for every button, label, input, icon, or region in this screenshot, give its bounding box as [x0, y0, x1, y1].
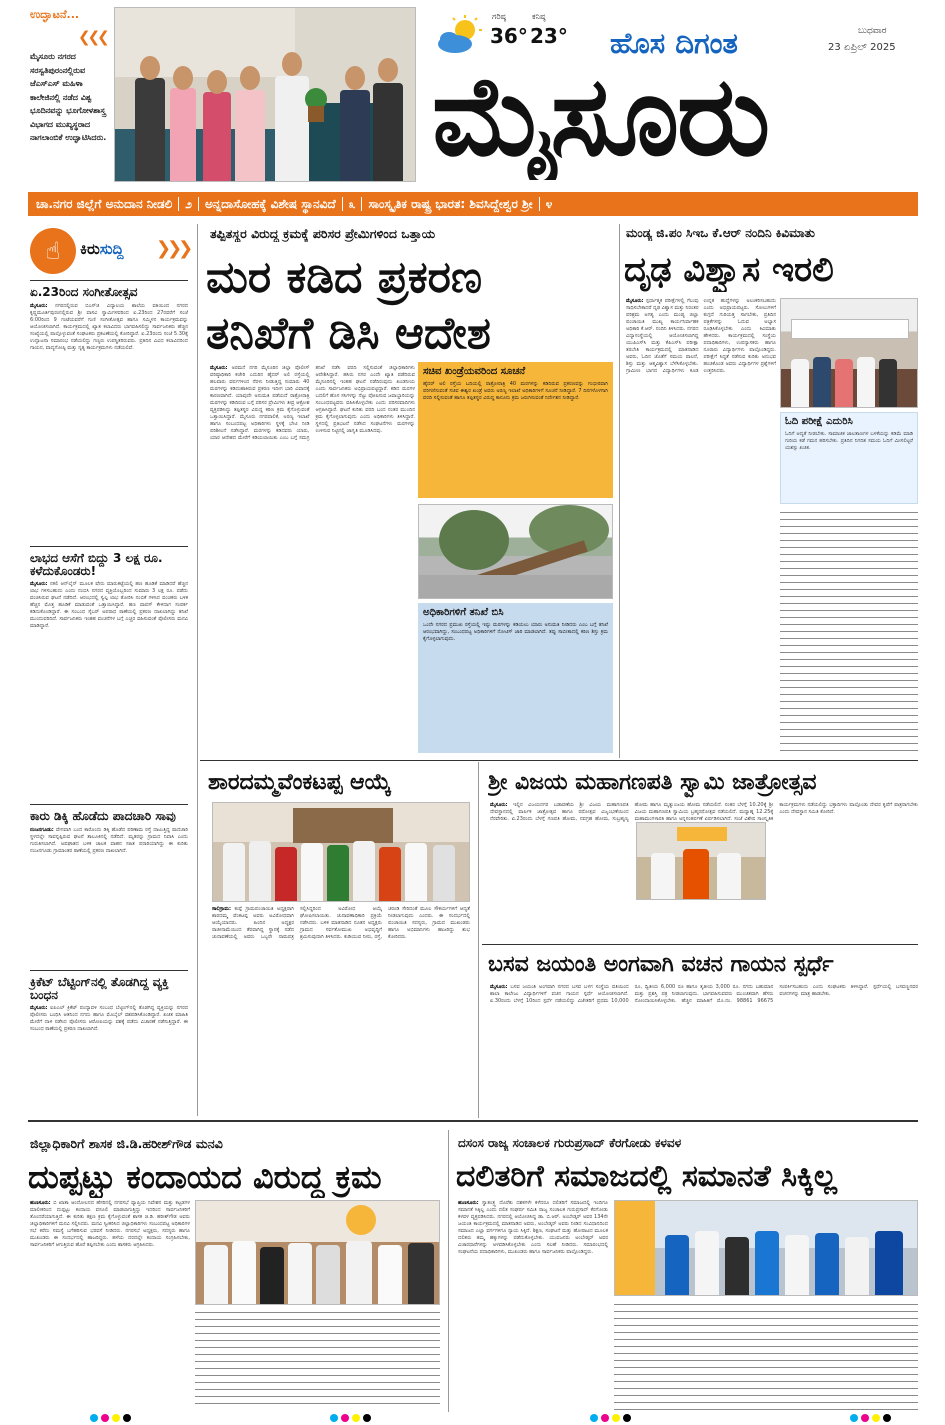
- ganapati-photo: [636, 822, 766, 900]
- dalit-kicker: ದಸಂಸ ರಾಜ್ಯ ಸಂಚಾಲಕ ಗುರುಪ್ರಸಾದ್ ಕೆರಗೋಡು ಕಳವಳ: [458, 1136, 682, 1150]
- edition-title: ಮೈಸೂರು: [432, 52, 769, 180]
- mandya-text: ಸ್ಪರ್ಧಾತ್ಮಕ ಪರೀಕ್ಷೆಗಳಲ್ಲಿ ಗೆಲುವು ಸಾಧಿಸಬೇಕಾದರೆ ದೃಢ ವಿಶ್ವಾಸ ಮತ್ತು ನಿರಂತರ ಪರಿಶ್ರಮ ಅಗತ್ಯ ಎಂದು ಮಂಡ್ಯ ಜಿಲ್ಲಾ ಪಂಚಾಯಿತಿ ಮುಖ್ಯ ಕಾರ್ಯನಿರ್ವಾಹಕ ಅಧಿಕಾರಿ ಕೆ.ಆರ್. ನಂದಿನಿ ತಿಳಿಸಿದರು. ನಗರದ ವಿದ್ಯಾಸಂಸ್ಥೆಯಲ್ಲಿ ಆಯೋಜಿಸಲಾಗಿದ್ದ ಯುಪಿಎಸ್‌ಸಿ ಮತ್ತು ಕೆಪಿಎಸ್‌ಸಿ ಪರೀಕ್ಷಾ ತರಬೇತಿ ಕಾರ್ಯಕ್ರಮದಲ್ಲಿ ಮಾತನಾಡಿದ ಅವರು, ಓದಿನ ಜೊತೆಗೆ ಸಮಯ ಪಾಲನೆ, ಶಿಸ್ತು ಮತ್ತು ಆತ್ಮವಿಶ್ವಾಸ ಬೆಳೆಸಿಕೊಳ್ಳಬೇಕು. ಗ್ರಾಮೀಣ ಭಾಗದ ವಿದ್ಯಾರ್ಥಿಗಳು ಕೂಡ ಉನ್ನತ ಹುದ್ದೆಗಳನ್ನು ಅಲಂಕರಿಸಬಹುದು ಎಂದು ಅಭಿಪ್ರಾಯಪಟ್ಟರು. ಸೋಲುಗಳಿಗೆ ಕುಗ್ಗದೆ ಗುರಿಯತ್ತ ಸಾಗಬೇಕು, ಪ್ರತಿದಿನ ಪತ್ರಿಕೆಗಳನ್ನು ಓದುವ ಅಭ್ಯಾಸ ರೂಢಿಸಿಕೊಳ್ಳಬೇಕು ಎಂದು ಕಿವಿಮಾತು ಹೇಳಿದರು. ಕಾರ್ಯಕ್ರಮದಲ್ಲಿ ಸಂಸ್ಥೆಯ ಪದಾಧಿಕಾರಿಗಳು, ಉಪನ್ಯಾಸಕರು ಹಾಗೂ ನೂರಾರು ವಿದ್ಯಾರ್ಥಿಗಳು ಪಾಲ್ಗೊಂಡಿದ್ದರು. ಪರೀಕ್ಷೆಗೆ ಸಿದ್ಧತೆ ನಡೆಸುವ ಕುರಿತು ಅನುಭವ ಹಂಚಿಕೊಂಡ ಅವರು ವಿದ್ಯಾರ್ಥಿಗಳ ಪ್ರಶ್ನೆಗಳಿಗೆ ಉತ್ತರಿಸಿದರು.: [626, 298, 776, 374]
- registration-marks-right: [850, 1414, 891, 1422]
- sharada-dateline: ಸಾಲಿಗ್ರಾಮ:: [212, 906, 232, 912]
- dalit-photo: [614, 1200, 918, 1296]
- brief-4-text: ಐಪಿಎಲ್ ಕ್ರಿಕೆಟ್ ಪಂದ್ಯಾವಳಿ ಸಂಬಂಧ ಬೆಟ್ಟಿಂಗ್‌ನಲ್ಲಿ ತೊಡಗಿದ್ದ ವ್ಯಕ್ತಿಯನ್ನು ನಗರದ ಪೊಲೀಸರು ಬಂಧಿಸಿ ಆತನಿಂದ ನಗದು ಹಾಗೂ ಮೊಬೈಲ್ ವಶಪಡಿಸಿಕೊಂಡಿದ್ದಾರೆ. ಖಚಿತ ಮಾಹಿತಿ ಮೇರೆಗೆ ದಾಳಿ ನಡೆಸಿದ ಪೊಲೀಸರು ಆರೋಪಿಯನ್ನು ವಶಕ್ಕೆ ಪಡೆದು ವಿಚಾರಣೆ ನಡೆಸುತ್ತಿದ್ದಾರೆ. ಈ ಸಂಬಂಧ ಠಾಣೆಯಲ್ಲಿ ಪ್ರಕರಣ ದಾಖಲಾಗಿದೆ.: [30, 1005, 188, 1033]
- dupatta-headline[interactable]: ದುಪ್ಪಟ್ಟು ಕಂದಾಯದ ವಿರುದ್ದ ಕ್ರಮ: [28, 1158, 382, 1196]
- kirusuddi-header: [30, 228, 190, 274]
- brief-1: [30, 286, 188, 525]
- minister-box: [418, 362, 613, 498]
- brief-1-text: ನಗರದಲ್ಲಿರುವ ಬಿಎಸ್‌ಜಿ ವಿದ್ಯಾಲಯ ಶಾಲೆಯ ವತಿಯಿಂದ ನಗರದ ಕೃಷ್ಣಮೂರ್ತಿಪುರಂನಲ್ಲಿರುವ ಶ್ರೀ ವಾಸವಿ ಸ್ವಾಮಿಗಳವರಿಂದ ಏ.23ರಿಂದ 27ರವರೆಗೆ ಸಂಜೆ 6:00ರಿಂದ 9 ಗಂಟೆಯವರೆಗೆ ಗುಣಿ ಸಂಗೀತೋತ್ಸವ ಹಾಗೂ ಸಮ್ಮಿಳನ ಕಾರ್ಯಕ್ರಮವನ್ನು ಆಯೋಜಿಸಲಾಗಿದೆ. ಕಾರ್ಯಕ್ರಮದಲ್ಲಿ ಖ್ಯಾತ ಕಲಾವಿದರು ಭಾಗವಹಿಸಲಿದ್ದು ಸಾರ್ವಜನಿಕರು ಹೆಚ್ಚಿನ ಸಂಖ್ಯೆಯಲ್ಲಿ ಪಾಲ್ಗೊಳ್ಳುವಂತೆ ಸಂಘಟಕರು ಪ್ರಕಟಣೆಯಲ್ಲಿ ಕೋರಿದ್ದಾರೆ. ಏ.23ರಂದು ಸಂಜೆ 5.30ಕ್ಕೆ ಉದ್ಘಾಟನಾ ಸಮಾರಂಭ ನಡೆಯಲಿದ್ದು ಗಣ್ಯರು ಉಪಸ್ಥಿತರಿರುವರು. ಪ್ರತಿದಿನ ವಿವಿಧ ಕಲಾವಿದರಿಂದ ಗಾಯನ, ವಾದ್ಯಗೋಷ್ಠಿ ಮತ್ತು ನೃತ್ಯ ಕಾರ್ಯಕ್ರಮಗಳು ನಡೆಯಲಿವೆ.: [30, 302, 188, 351]
- registration-marks-center: [330, 1414, 371, 1422]
- basava-body: [490, 984, 918, 1114]
- mandya-body-top: [626, 298, 776, 756]
- brief-2-title[interactable]: ಲಾಭದ ಆಸೆಗೆ ಬಿದ್ದು 3 ಲಕ್ಷ ರೂ. ಕಳೆದುಕೊಂಡರು!: [30, 551, 163, 578]
- dupatta-body-right: [195, 1310, 440, 1410]
- temp-min: 23°: [530, 24, 568, 48]
- basava-text: ಬಸವ ಜಯಂತಿ ಅಂಗವಾಗಿ ನಗರದ ಬಸವ ಬಳಗ ಸಂಸ್ಥೆಯ ವತಿಯಿಂದ ಶಾಲಾ ಕಾಲೇಜು ವಿದ್ಯಾರ್ಥಿಗಳಿಗೆ ವಚನ ಗಾಯನ ಸ್ಪರ್ಧೆ ಆಯೋಜಿಸಲಾಗಿದೆ. ಏ.30ರಂದು ಬೆಳಗ್ಗೆ 10ರಿಂದ ಸ್ಪರ್ಧೆ ನಡೆಯಲಿದ್ದು ವಿಜೇತರಿಗೆ ಪ್ರಥಮ 10,000 ರೂ, ದ್ವಿತೀಯ 6,000 ರೂ ಹಾಗೂ ತೃತೀಯ 3,000 ರೂ. ನಗದು ಬಹುಮಾನ ಮತ್ತು ಪ್ರಶಸ್ತಿ ಪತ್ರ ನೀಡಲಾಗುವುದು. ಭಾಗವಹಿಸುವವರು ಮುಂಚಿತವಾಗಿ ಹೆಸರು ನೋಂದಾಯಿಸಿಕೊಳ್ಳಬೇಕು. ಹೆಚ್ಚಿನ ಮಾಹಿತಿಗೆ ಮೊ.ನಂ. 98861 96675 ಸಂಪರ್ಕಿಸಬಹುದು ಎಂದು ಸಂಘಟಕರು ತಿಳಿಸಿದ್ದಾರೆ. ಸ್ಪರ್ಧೆಯಲ್ಲಿ ಬಸವಣ್ಣನವರ ವಚನಗಳನ್ನು ಮಾತ್ರ ಹಾಡಬೇಕು.: [490, 984, 918, 1004]
- brief-4-dateline: ಮೈಸೂರು:: [30, 1005, 48, 1012]
- sharada-headline[interactable]: ಶಾರದಮ್ಮವೆಂಕಟಪ್ಪ ಆಯ್ಕೆ: [208, 770, 392, 795]
- dalit-dateline: ಹುಣಸೂರು:: [458, 1200, 479, 1206]
- ticker-page-3: ೪: [545, 196, 553, 211]
- ticker-item-2[interactable]: ಅನ್ನದಾಸೋಹಕ್ಕೆ ವಿಶೇಷ ಸ್ಥಾನವಿದೆ: [204, 196, 336, 211]
- minister-title: ಸಚಿವ ಖಂಡ್ರೆಯವರಿಂದ ಸೂಚನೆ: [423, 366, 526, 377]
- dupatta-dateline: ಹುಣಸೂರು:: [30, 1200, 51, 1206]
- ticker-bar: [28, 192, 918, 216]
- ganapati-headline[interactable]: ಶ್ರೀ ವಿಜಯ ಮಹಾಗಣಪತಿ ಸ್ವಾಮಿ ಜಾತ್ರೋತ್ಸವ: [488, 770, 817, 795]
- registration-marks-center2: [590, 1414, 631, 1422]
- lead-headline-1[interactable]: ಮರ ಕಡಿದ ಪ್ರಕರಣ: [206, 252, 483, 303]
- mandya-photo: [780, 298, 918, 408]
- temp-min-label: ಕನಿಷ್ಠ: [532, 12, 546, 21]
- brief-4: [30, 976, 188, 1105]
- dalit-body-left: [458, 1200, 608, 1410]
- masthead-date: 23 ಏಪ್ರಿಲ್ 2025: [828, 42, 896, 53]
- chevron-icon: ❮❮❮: [78, 28, 107, 46]
- lead-body: [210, 365, 415, 760]
- mandya-headline[interactable]: ದೃಢ ವಿಶ್ವಾಸ ಇರಲಿ: [624, 250, 834, 290]
- tree-photo: [418, 504, 613, 599]
- sharada-text: ಕುಪ್ಪೆ ಗ್ರಾಮಪಂಚಾಯಿತಿ ಅಧ್ಯಕ್ಷರಾಗಿ ಶಾರದಮ್ಮ ವೆಂಕಟಪ್ಪ ಅವರು ಅವಿರೋಧವಾಗಿ ಆಯ್ಕೆಯಾದರು. ಹಿಂದಿನ ಅಧ್ಯಕ್ಷರ ರಾಜೀನಾಮೆಯಿಂದ ತೆರವಾಗಿದ್ದ ಸ್ಥಾನಕ್ಕೆ ನಡೆದ ಚುನಾವಣೆಯಲ್ಲಿ ಅವರು ಒಬ್ಬರೇ ನಾಮಪತ್ರ ಸಲ್ಲಿಸಿದ್ದರಿಂದ ಅವಿರೋಧ ಆಯ್ಕೆ ಘೋಷಿಸಲಾಯಿತು. ಚುನಾವಣಾಧಿಕಾರಿ ಪ್ರಕ್ರಿಯೆ ನಡೆಸಿದರು. ಬಳಿಕ ಮಾತನಾಡಿದ ನೂತನ ಅಧ್ಯಕ್ಷರು ಗ್ರಾಮದ ಸರ್ವತೋಮುಖ ಅಭಿವೃದ್ಧಿಗೆ ಶ್ರಮಿಸುವುದಾಗಿ ತಿಳಿಸಿದರು. ಕುಡಿಯುವ ನೀರು, ರಸ್ತೆ, ಚರಂಡಿ ಸೇರಿದಂತೆ ಮೂಲ ಸೌಕರ್ಯಗಳಿಗೆ ಆದ್ಯತೆ ನೀಡಲಾಗುವುದು ಎಂದರು. ಈ ಸಂದರ್ಭದಲ್ಲಿ ಪಂಚಾಯಿತಿ ಸದಸ್ಯರು, ಗ್ರಾಮದ ಮುಖಂಡರು ಹಾಗೂ ಅಭಿಮಾನಿಗಳು ಹಾಜರಿದ್ದು ಶುಭ ಕೋರಿದರು.: [212, 906, 470, 940]
- mandya-kicker: ಮಂಡ್ಯ ಜಿ.ಪಂ ಸಿಇಒ ಕೆ.ಆರ್ ನಂದಿನಿ ಕಿವಿಮಾತು: [626, 226, 815, 240]
- lead-headline-2[interactable]: ತನಿಖೆಗೆ ಡಿಸಿ ಆದೇಶ: [206, 308, 491, 359]
- brief-1-dateline: ಮೈಸೂರು:: [30, 302, 48, 309]
- dupatta-body-left: [30, 1200, 190, 1410]
- minister-text: ಹೈದರ್ ಅಲಿ ರಸ್ತೆಯ ಬದಿಯಲ್ಲಿ ರಾತ್ರೋರಾತ್ರಿ 40 ಮರಗಳನ್ನು ಕಡಿದಿರುವ ಪ್ರಕರಣವನ್ನು ಗಂಭೀರವಾಗಿ ಪರಿಗಣಿಸುವಂತೆ ಸಚಿವ ಈಶ್ವರ ಖಂಡ್ರೆ ಅವರು ಅರಣ್ಯ ಇಲಾಖೆ ಅಧಿಕಾರಿಗಳಿಗೆ ಸೂಚನೆ ನೀಡಿದ್ದಾರೆ. 7 ದಿನಗಳೊಳಗಾಗಿ ವರದಿ ಸಲ್ಲಿಸುವಂತೆ ಹಾಗೂ ತಪ್ಪಿತಸ್ಥರ ವಿರುದ್ಧ ಕಾನೂನು ಕ್ರಮ ಜರುಗಿಸುವಂತೆ ನಿರ್ದೇಶನ ನೀಡಿದ್ದಾರೆ.: [423, 380, 608, 401]
- ganapati-text: ಇಲ್ಲಿನ ವಿಜಯನಗರ ಬಡಾವಣೆಯ ಶ್ರೀ ವಿಜಯ ಮಹಾಗಣಪತಿ ದೇವಸ್ಥಾನದಲ್ಲಿ ವಾರ್ಷಿಕ ಜಾತ್ರೋತ್ಸವ ಹಾಗೂ ರಥೋತ್ಸವ ವಿಜೃಂಭಣೆಯಿಂದ ನೆರವೇರಿತು. ಏ.23ರಂದು ಬೆಳಗ್ಗೆ ಗಣಪತಿ ಹೋಮ, ನವಗ್ರಹ ಹೋಮ, ಸುಬ್ರಹ್ಮಣ್ಯ ಹೋಮ ಹಾಗೂ ಮೃತ್ಯುಂಜಯ ಹೋಮ ನಡೆಯಲಿದೆ. ನಂತರ ಬೆಳಗ್ಗೆ 10.20ಕ್ಕೆ ಶ್ರೀ ವಿಜಯ ಮಹಾಗಣಪತಿ ಸ್ವಾಮಿಯ ಬ್ರಹ್ಮರಥೋತ್ಸವ ನಡೆಯಲಿದೆ. ಮಧ್ಯಾಹ್ನ 12.25ಕ್ಕೆ ಮಹಾಮಂಗಳಾರತಿ ಹಾಗೂ ಅನ್ನಸಂತರ್ಪಣೆ ಏರ್ಪಡಿಸಲಾಗಿದೆ. ಸಂಜೆ ವಿಶೇಷ ಸಾಂಸ್ಕೃತಿಕ ಕಾರ್ಯಕ್ರಮಗಳು ನಡೆಯಲಿದ್ದು ಭಕ್ತಾದಿಗಳು ಪಾಲ್ಗೊಂಡು ದೇವರ ಕೃಪೆಗೆ ಪಾತ್ರರಾಗಬೇಕು ಎಂದು ದೇವಸ್ಥಾನ ಸಮಿತಿ ಕೋರಿದೆ.: [490, 802, 918, 822]
- brief-3-dateline: ನಂಜನಗೂಡು:: [30, 826, 54, 833]
- odi-box: [780, 412, 918, 504]
- inaug-label: ಉದ್ಘಾಟನೆ...: [30, 8, 80, 21]
- dupatta-photo: [195, 1200, 440, 1305]
- dalit-text: ಸ್ವಾತಂತ್ರ್ಯ ದೊರೆತು ದಶಕಗಳೇ ಕಳೆದರೂ ದಲಿತರಿಗೆ ಸಮಾಜದಲ್ಲಿ ಇಂದಿಗೂ ಸಮಾನತೆ ಸಿಕ್ಕಿಲ್ಲ ಎಂದು ದಲಿತ ಸಂಘರ್ಷ ಸಮಿತಿ ರಾಜ್ಯ ಸಂಚಾಲಕ ಗುರುಪ್ರಸಾದ್ ಕೆರಗೋಡು ಕಳವಳ ವ್ಯಕ್ತಪಡಿಸಿದರು. ನಗರದಲ್ಲಿ ಆಯೋಜಿಸಿದ್ದ ಡಾ. ಬಿ.ಆರ್. ಅಂಬೇಡ್ಕರ್ ಅವರ 134ನೇ ಜಯಂತಿ ಕಾರ್ಯಕ್ರಮದಲ್ಲಿ ಮಾತನಾಡಿದ ಅವರು, ಅಂಬೇಡ್ಕರ್ ಅವರು ನೀಡಿದ ಸಂವಿಧಾನದಿಂದ ಸಮಾಜದ ಎಲ್ಲಾ ವರ್ಗಗಳಿಗೂ ನ್ಯಾಯ ಸಿಕ್ಕಿದೆ. ಶಿಕ್ಷಣ, ಸಂಘಟನೆ ಮತ್ತು ಹೋರಾಟದ ಮೂಲಕ ದಲಿತರು ತಮ್ಮ ಹಕ್ಕುಗಳನ್ನು ಪಡೆದುಕೊಳ್ಳಬೇಕು. ಯುವಜನರು ಅಂಬೇಡ್ಕರ್ ಅವರ ವಿಚಾರಧಾರೆಗಳನ್ನು ಅಳವಡಿಸಿಕೊಳ್ಳಬೇಕು ಎಂದು ಸಲಹೆ ನೀಡಿದರು. ಸಮಾರಂಭದಲ್ಲಿ ಸಂಘಟನೆಯ ಪದಾಧಿಕಾರಿಗಳು, ಮುಖಂಡರು ಹಾಗೂ ಸಾರ್ವಜನಿಕರು ಪಾಲ್ಗೊಂಡಿದ್ದರು.: [458, 1200, 608, 1255]
- inaug-photo: [114, 7, 416, 182]
- officials-text: ಒಂದೇ ನಗರದ ಪ್ರಮುಖ ರಸ್ತೆಯಲ್ಲಿ ಇಷ್ಟು ಮರಗಳನ್ನು ಕಡಿಯಲು ಯಾರು ಅನುಮತಿ ನೀಡಿದರು ಎಂಬ ಬಗ್ಗೆ ತನಿಖೆ ಆರಂಭವಾಗಿದ್ದು, ಸಂಬಂಧಪಟ್ಟ ಅಧಿಕಾರಿಗಳಿಗೆ ನೋಟಿಸ್ ಜಾರಿ ಮಾಡಲಾಗಿದೆ. ತಪ್ಪು ಸಾಬೀತಾದಲ್ಲಿ ಕಠಿಣ ಶಿಸ್ತು ಕ್ರಮ ಕೈಗೊಳ್ಳಲಾಗುವುದು.: [423, 621, 608, 642]
- sharada-body: [212, 906, 470, 1116]
- registration-marks-left: [90, 1414, 131, 1422]
- brief-3-text: ವೇಗವಾಗಿ ಬಂದ ಕಾರೊಂದು ಡಿಕ್ಕಿ ಹೊಡೆದ ಪರಿಣಾಮ ರಸ್ತೆ ದಾಟುತ್ತಿದ್ದ ಪಾದಚಾರಿ ಸ್ಥಳದಲ್ಲೇ ಸಾವನ್ನಪ್ಪಿರುವ ಘಟನೆ ತಾಲೂಕಿನಲ್ಲಿ ನಡೆದಿದೆ. ಮೃತರನ್ನು ಗ್ರಾಮದ ನಿವಾಸಿ ಎಂದು ಗುರುತಿಸಲಾಗಿದೆ. ಅಪಘಾತದ ಬಳಿಕ ಚಾಲಕ ವಾಹನ ಸಹಿತ ಪರಾರಿಯಾಗಿದ್ದು ಈ ಕುರಿತು ನಂಜನಗೂಡು ಗ್ರಾಮಾಂತರ ಠಾಣೆಯಲ್ಲಿ ಪ್ರಕರಣ ದಾಖಲಾಗಿದೆ.: [30, 826, 188, 854]
- odi-title: ಓದಿ ಪರೀಕ್ಷೆ ಎದುರಿಸಿ: [785, 416, 853, 427]
- hand-icon: ☝: [30, 228, 76, 274]
- kirusuddi-label-b: ಸುದ್ದಿ: [99, 240, 124, 258]
- dupatta-kicker: ಜಿಲ್ಲಾಧಿಕಾರಿಗೆ ಶಾಸಕ ಜಿ.ಡಿ.ಹರೀಶ್‌ಗೌಡ ಮನವಿ: [30, 1136, 223, 1151]
- ticker-item-1[interactable]: ಚಾ.ನಗರ ಜಿಲ್ಲೆಗೆ ಅನುದಾನ ನೀಡಲಿ: [36, 196, 173, 211]
- ganapati-dateline: ಮೈಸೂರು:: [490, 802, 508, 808]
- ticker-page-1: ೨: [185, 196, 192, 211]
- brief-3-title[interactable]: ಕಾರು ಡಿಕ್ಕಿ ಹೊಡೆದು ಪಾದಚಾರಿ ಸಾವು: [30, 809, 176, 823]
- ticker-page-2: ೩: [348, 196, 356, 211]
- inaug-caption: ಮೈಸೂರು ನಗರದ ಸರಸ್ವತಿಪುರಂನಲ್ಲಿರುವ ಜೆಎಸ್‌ಎಸ್ ಮಹಿಳಾ ಕಾಲೇಜಿನಲ್ಲಿ ನಡೆದ ವಿಶ್ವ ಭೂದಿನವನ್ನು ಭೂಗೋಳಶಾಸ್ತ್ರ ವಿಭಾಗದ ಮುಖ್ಯಸ್ಥರಾದ ನಾಗಲಾಂಬಿಕೆ ಉದ್ಘಾಟಿಸಿದರು.: [30, 52, 107, 142]
- dalit-headline[interactable]: ದಲಿತರಿಗೆ ಸಮಾಜದಲ್ಲಿ ಸಮಾನತೆ ಸಿಕ್ಕಿಲ್ಲ: [456, 1159, 837, 1194]
- chevron-right-icon: ❯❯❯: [156, 238, 190, 259]
- basava-headline[interactable]: ಬಸವ ಜಯಂತಿ ಅಂಗವಾಗಿ ವಚನ ಗಾಯನ ಸ್ಪರ್ಧೆ: [488, 952, 834, 977]
- temp-max-label: ಗರಿಷ್ಠ: [492, 12, 506, 21]
- dalit-body-right: [614, 1302, 918, 1410]
- brief-2-text: ನಕಲಿ ಆನ್‌ಲೈನ್ ಮೂಲಕ ಷೇರು ಮಾರುಕಟ್ಟೆಯಲ್ಲಿ ಹಣ ಹೂಡಿಕೆ ಮಾಡಿದರೆ ಹೆಚ್ಚಿನ ಲಾಭ ಗಳಿಸಬಹುದು ಎಂದು ನಂಬಿಸಿ ನಗರದ ವ್ಯಕ್ತಿಯೊಬ್ಬರಿಂದ ಸುಮಾರು 3 ಲಕ್ಷ ರೂ. ಪಡೆದು ವಂಚಿಸಿರುವ ಘಟನೆ ನಡೆದಿದೆ. ಆರಂಭದಲ್ಲಿ ಸ್ವಲ್ಪ ಲಾಭ ತೋರಿಸಿ ನಂಬಿಕೆ ಗಳಿಸಿದ ವಂಚಕರು ಬಳಿಕ ಹೆಚ್ಚಿನ ಮೊತ್ತ ಹೂಡಿಕೆ ಮಾಡುವಂತೆ ಒತ್ತಾಯಿಸಿದ್ದಾರೆ. ಹಣ ವಾಪಸ್ ಕೇಳಿದಾಗ ಸಂಪರ್ಕ ಕಡಿದುಕೊಂಡಿದ್ದಾರೆ. ಈ ಸಂಬಂಧ ಸೈಬರ್ ಅಪರಾಧ ಠಾಣೆಯಲ್ಲಿ ಪ್ರಕರಣ ದಾಖಲಾಗಿದ್ದು ತನಿಖೆ ಮುಂದುವರಿದಿದೆ. ಸಾರ್ವಜನಿಕರು ಇಂತಹ ವಂಚನೆಗಳ ಬಗ್ಗೆ ಎಚ್ಚರ ವಹಿಸುವಂತೆ ಪೊಲೀಸರು ಮನವಿ ಮಾಡಿದ್ದಾರೆ.: [30, 581, 188, 630]
- sun-cloud-icon: [435, 14, 485, 56]
- brief-3: [30, 810, 188, 937]
- brief-2-dateline: ಮೈಸೂರು:: [30, 581, 48, 588]
- lead-dateline: ಮೈಸೂರು:: [210, 365, 228, 371]
- lead-text: ಅರಮನೆ ನಗರಿ ಮೈಸೂರಿನ ಜಿಲ್ಲಾ ಪೊಲೀಸ್ ವರಿಷ್ಠಾಧಿಕಾರಿ ಕಚೇರಿ ಎದುರಿನ ಹೈದರ್ ಅಲಿ ರಸ್ತೆಯಲ್ಲಿ ಹಲವಾರು ವರ್ಷಗಳಿಂದ ನೆರಳು ನೀಡುತ್ತಿದ್ದ ಸುಮಾರು 40 ಮರಗಳನ್ನು ಕಡಿದುಹಾಕಿರುವ ಪ್ರಕರಣ ಇದೀಗ ಭಾರಿ ವಿವಾದಕ್ಕೆ ಕಾರಣವಾಗಿದೆ. ಯಾವುದೇ ಅನುಮತಿ ಪಡೆಯದೆ ರಾತ್ರೋರಾತ್ರಿ ಮರಗಳನ್ನು ಕಡಿದಿರುವ ಬಗ್ಗೆ ಪರಿಸರ ಪ್ರೇಮಿಗಳು ತೀವ್ರ ಆಕ್ರೋಶ ವ್ಯಕ್ತಪಡಿಸಿದ್ದು ತಪ್ಪಿತಸ್ಥರ ವಿರುದ್ಧ ಕಠಿಣ ಕ್ರಮ ಕೈಗೊಳ್ಳುವಂತೆ ಒತ್ತಾಯಿಸಿದ್ದಾರೆ. ಮೈಸೂರು ನಗರಪಾಲಿಕೆ, ಅರಣ್ಯ ಇಲಾಖೆ ಹಾಗೂ ಸಂಬಂಧಪಟ್ಟ ಅಧಿಕಾರಿಗಳು ಸ್ಥಳಕ್ಕೆ ಭೇಟಿ ನೀಡಿ ಪರಿಶೀಲನೆ ನಡೆಸಿದ್ದಾರೆ. ಮರಗಳನ್ನು ಕಡಿದವರು ಯಾರು, ಯಾರ ಆದೇಶದ ಮೇರೆಗೆ ಕಡಿಯಲಾಯಿತು ಎಂಬ ಬಗ್ಗೆ ಸಮಗ್ರ ತನಿಖೆ ನಡೆಸಿ ವರದಿ ಸಲ್ಲಿಸುವಂತೆ ಜಿಲ್ಲಾಧಿಕಾರಿಗಳು ಆದೇಶಿಸಿದ್ದಾರೆ. ಹಸಿರು ನಗರ ಎಂದೇ ಖ್ಯಾತಿ ಪಡೆದಿರುವ ಮೈಸೂರಿನಲ್ಲಿ ಇಂತಹ ಘಟನೆ ನಡೆದಿರುವುದು ಖಂಡನೀಯ ಎಂದು ಸಾರ್ವಜನಿಕರು ಅಭಿಪ್ರಾಯಪಟ್ಟಿದ್ದಾರೆ. ಕಡಿದ ಮರಗಳ ಬದಲಿಗೆ ಹೊಸ ಸಸಿಗಳನ್ನು ನೆಟ್ಟು ಪೋಷಿಸುವ ಜವಾಬ್ದಾರಿಯನ್ನು ಸಂಬಂಧಪಟ್ಟವರು ವಹಿಸಿಕೊಳ್ಳಬೇಕು ಎಂದು ಪರಿಸರವಾದಿಗಳು ಆಗ್ರಹಿಸಿದ್ದಾರೆ. ಘಟನೆ ಕುರಿತು ವರದಿ ಬಂದ ನಂತರ ಮುಂದಿನ ಕ್ರಮ ಕೈಗೊಳ್ಳಲಾಗುವುದು ಎಂದು ಅಧಿಕಾರಿಗಳು ತಿಳಿಸಿದ್ದಾರೆ. ಸ್ಥಳದಲ್ಲಿ ಪ್ರತಿಭಟನೆ ನಡೆಸಿದ ಸಂಘಟನೆಗಳು ಮರಗಳನ್ನು ಉಳಿಸುವ ನಿಟ್ಟಿನಲ್ಲಿ ಜಾಗೃತಿ ಮೂಡಿಸಿದವು.: [210, 365, 415, 441]
- ticker-item-3[interactable]: ಸಾಂಸ್ಕೃತಿಕ ರಾಷ್ಟ್ರ ಭಾರತ: ಶಿವಸಿದ್ದೇಶ್ವರ ಶ್ರೀ: [368, 196, 533, 211]
- temp-max: 36°: [490, 24, 528, 48]
- mandya-continued: [780, 510, 918, 755]
- officials-title: ಅಧಿಕಾರಿಗಳಿಗೆ ತನಿಖೆ ಬಿಸಿ: [423, 607, 504, 618]
- mandya-dateline: ಮೈಸೂರು:: [626, 298, 644, 304]
- lead-kicker: ತಪ್ಪಿತಸ್ಥರ ವಿರುದ್ಧ ಕ್ರಮಕ್ಕೆ ಪರಿಸರ ಪ್ರೇಮಿಗಳಿಂದ ಒತ್ತಾಯ: [210, 226, 436, 241]
- masthead-day: ಬುಧವಾರ: [858, 26, 887, 36]
- brief-1-title[interactable]: ಏ.23ರಿಂದ ಸಂಗೀತೋತ್ಸವ: [30, 285, 138, 299]
- brand-name: ಹೊಸ ದಿಗಂತ: [610, 26, 738, 60]
- basava-dateline: ಮೈಸೂರು:: [490, 984, 508, 990]
- officials-box: [418, 603, 613, 753]
- sharada-photo: [212, 802, 470, 902]
- dupatta-text: ಬಿ ಖಾತಾ ಆಂದೋಲನದ ಹೆಸರಿನಲ್ಲಿ ನಗರಸಭೆ ವ್ಯಾಪ್ತಿಯ ನಿವೇಶನ ಮತ್ತು ಕಟ್ಟಡಗಳ ಮಾಲೀಕರಿಂದ ದುಪ್ಪಟ್ಟು ಕಂದಾಯ ವಸೂಲಿ ಮಾಡಲಾಗುತ್ತಿದ್ದು ಇದರಿಂದ ಸಾರ್ವಜನಿಕರಿಗೆ ತೊಂದರೆಯಾಗುತ್ತಿದೆ. ಈ ಕುರಿತು ತಕ್ಷಣ ಕ್ರಮ ಕೈಗೊಳ್ಳುವಂತೆ ಶಾಸಕ ಜಿ.ಡಿ. ಹರೀಶ್‌ಗೌಡ ಅವರು ಜಿಲ್ಲಾಧಿಕಾರಿಗಳಿಗೆ ಮನವಿ ಸಲ್ಲಿಸಿದರು. ಮನವಿ ಸ್ವೀಕರಿಸಿದ ಜಿಲ್ಲಾಧಿಕಾರಿಗಳು ಸಂಬಂಧಪಟ್ಟ ಅಧಿಕಾರಿಗಳ ಸಭೆ ಕರೆದು ಸಮಸ್ಯೆ ಬಗೆಹರಿಸುವ ಭರವಸೆ ನೀಡಿದರು. ನಗರಸಭೆ ಅಧ್ಯಕ್ಷರು, ಸದಸ್ಯರು ಹಾಗೂ ಮುಖಂಡರು ಈ ಸಂದರ್ಭದಲ್ಲಿ ಹಾಜರಿದ್ದರು. ಹಳೆಯ ದರದಲ್ಲೇ ಕಂದಾಯ ಸಂಗ್ರಹಿಸಬೇಕು, ಸಾರ್ವಜನಿಕರಿಗೆ ಆಗುತ್ತಿರುವ ಹೊರೆ ತಪ್ಪಿಸಬೇಕು ಎಂದು ಶಾಸಕರು ಆಗ್ರಹಿಸಿದರು.: [30, 1200, 190, 1248]
- brief-4-title[interactable]: ಕ್ರಿಕೆಟ್ ಬೆಟ್ಟಿಂಗ್‌ನಲ್ಲಿ ತೊಡಗಿದ್ದ ವ್ಯಕ್ತಿ ಬಂಧನ: [30, 975, 169, 1002]
- odi-text: ಓದಿಗೆ ಆದ್ಯತೆ ನೀಡಬೇಕು. ಸಾಮಾಜಿಕ ಜಾಲತಾಣಗಳ ಬಳಕೆಯನ್ನು ಕಡಿಮೆ ಮಾಡಿ ಗುರಿಯ ಕಡೆ ಗಮನ ಹರಿಸಬೇಕು. ಪ್ರತಿದಿನ ನಿಗದಿತ ಸಮಯ ಓದಿಗೆ ಮೀಸಲಿಟ್ಟರೆ ಯಶಸ್ಸು ಖಚಿತ.: [785, 430, 913, 451]
- brief-2: [30, 552, 188, 771]
- kirusuddi-label-a: ಕಿರು: [80, 240, 100, 258]
